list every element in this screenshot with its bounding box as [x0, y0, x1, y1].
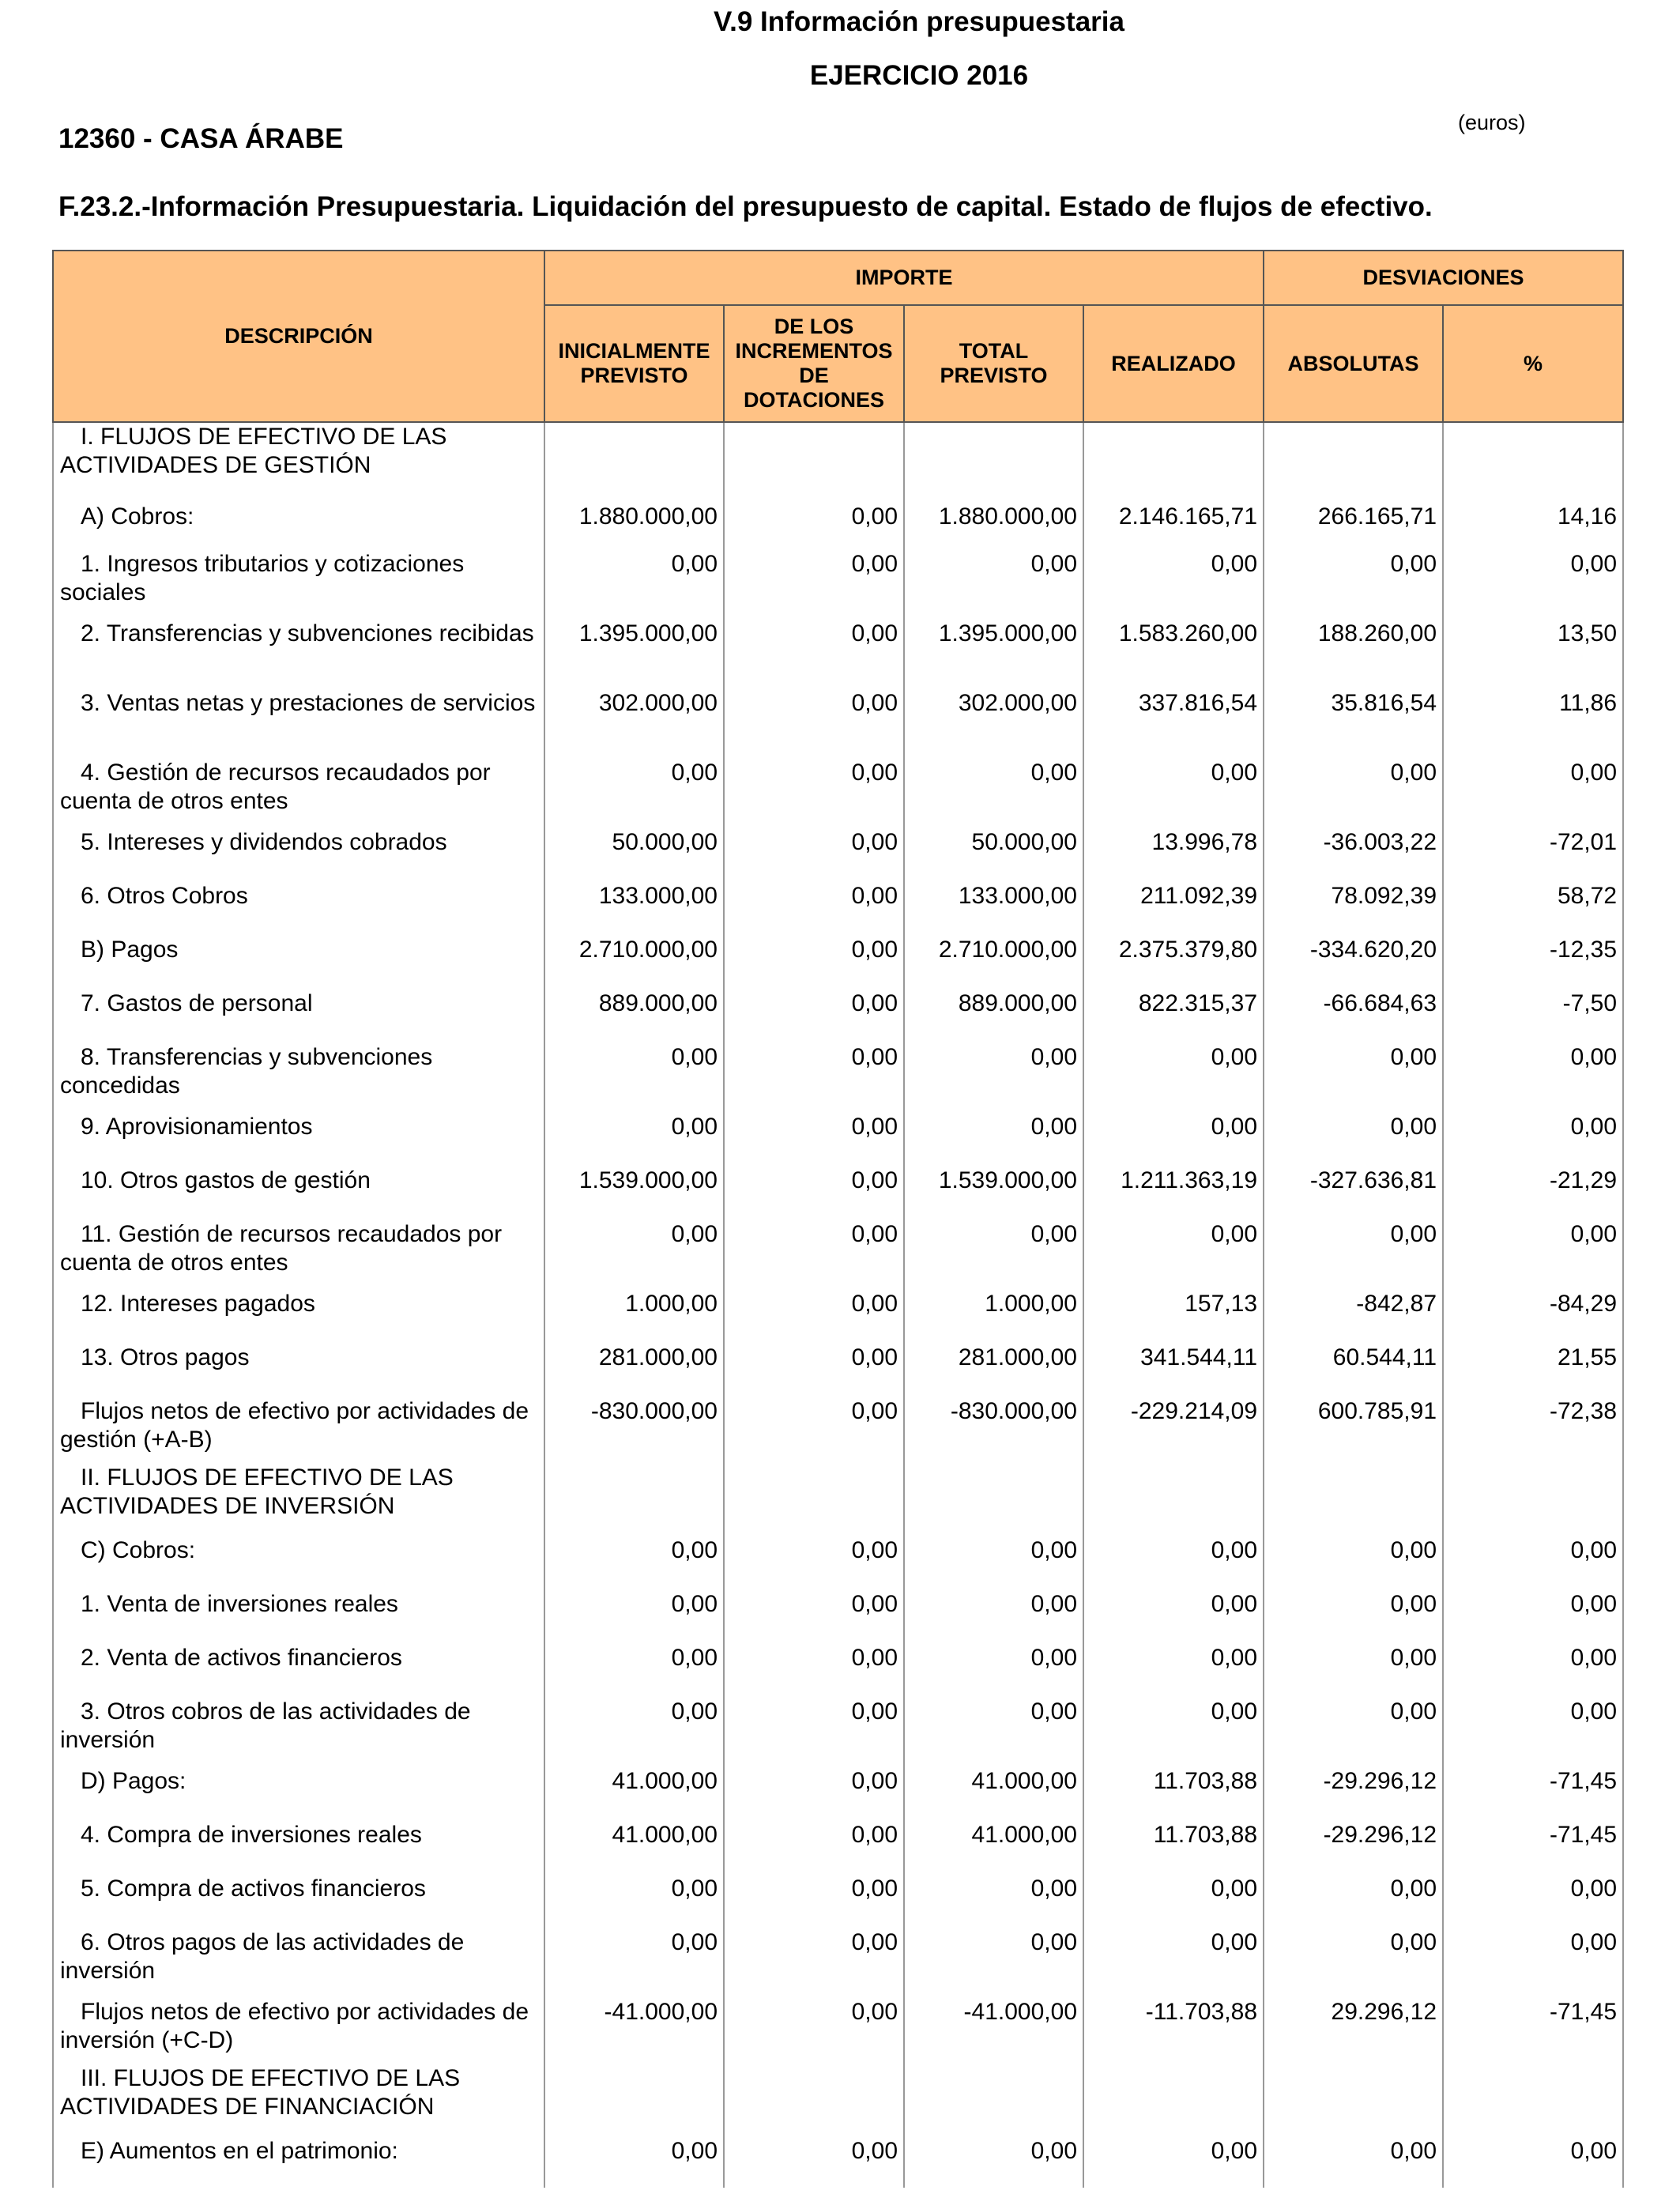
row-description [53, 1695, 544, 1764]
row-label: 2. Transferencias y subvenciones recibidas [81, 620, 534, 647]
row-label: I. FLUJOS DE EFECTIVO DE LAS ACTIVIDADES DE GESTIÓN [60, 424, 447, 478]
cell-value: -72,01 [1443, 825, 1623, 879]
row-description [53, 756, 544, 825]
cell-value: 0,00 [724, 547, 904, 616]
cell-value: 0,00 [724, 492, 904, 547]
cell-value: 0,00 [1443, 1587, 1623, 1641]
col-header-inicialmente-previsto: INICIALMENTE PREVISTO [544, 305, 724, 422]
cell-value: 133.000,00 [544, 879, 724, 933]
cell-value: 0,00 [1443, 756, 1623, 825]
cell-value [1264, 422, 1443, 492]
row-label: 5. Intereses y dividendos cobrados [81, 829, 447, 855]
table-row [53, 1340, 1623, 1394]
cell-value: 78.092,39 [1264, 879, 1443, 933]
cell-value: 0,00 [724, 1695, 904, 1764]
cell-value [724, 1464, 904, 1533]
table-row [53, 1587, 1623, 1641]
cell-value: 2.710.000,00 [544, 933, 724, 986]
cell-value: 0,00 [724, 1340, 904, 1394]
cell-value: 0,00 [1083, 1872, 1264, 1925]
table-row [53, 616, 1623, 686]
table-row [53, 1925, 1623, 1995]
row-description [53, 986, 544, 1040]
row-description [53, 547, 544, 616]
row-description [53, 1040, 544, 1110]
row-description [53, 1872, 544, 1925]
cell-value: 58,72 [1443, 879, 1623, 933]
cell-value: -29.296,12 [1264, 1764, 1443, 1818]
table-row [53, 933, 1623, 986]
row-label: A) Cobros: [81, 503, 194, 530]
cell-value: -41.000,00 [544, 1995, 724, 2064]
entity-name: 12360 - CASA ÁRABE [58, 123, 344, 154]
cell-value: 0,00 [544, 756, 724, 825]
cell-value: -29.296,12 [1264, 1818, 1443, 1872]
table-row [53, 1872, 1623, 1925]
cell-value: 41.000,00 [904, 1764, 1083, 1818]
cell-value: 337.816,54 [1083, 686, 1264, 756]
cell-value: 0,00 [1083, 1533, 1264, 1587]
cell-value: 0,00 [1443, 1110, 1623, 1163]
table-row [53, 1163, 1623, 1217]
cell-value: 0,00 [1083, 1925, 1264, 1995]
cell-value [724, 2064, 904, 2134]
cell-value: 0,00 [1443, 1533, 1623, 1587]
row-description [53, 1394, 544, 1464]
cell-value: 0,00 [1264, 756, 1443, 825]
row-label: 13. Otros pagos [81, 1344, 250, 1370]
row-label: 9. Aprovisionamientos [81, 1114, 313, 1140]
row-description [53, 1641, 544, 1695]
cell-value: 0,00 [724, 1110, 904, 1163]
table-row [53, 1394, 1623, 1464]
cell-value: 0,00 [904, 1872, 1083, 1925]
cell-value: 0,00 [1083, 1110, 1264, 1163]
cell-value: 2.146.165,71 [1083, 492, 1264, 547]
cell-value: 822.315,37 [1083, 986, 1264, 1040]
cell-value: 0,00 [1443, 1641, 1623, 1695]
cell-value: -66.684,63 [1264, 986, 1443, 1040]
cell-value: 1.539.000,00 [544, 1163, 724, 1217]
col-header-total-previsto: TOTAL PREVISTO [904, 305, 1083, 422]
cell-value: 0,00 [1264, 1925, 1443, 1995]
cell-value: -41.000,00 [904, 1995, 1083, 2064]
row-label: Flujos netos de efectivo por actividades de inversión (+C-D) [60, 1999, 529, 2053]
cell-value: 0,00 [1264, 1695, 1443, 1764]
row-description [53, 933, 544, 986]
cell-value: -36.003,22 [1264, 825, 1443, 879]
section-row [53, 1464, 1623, 1533]
cell-value: 1.395.000,00 [544, 616, 724, 686]
row-description [53, 1818, 544, 1872]
cell-value: 0,00 [724, 1872, 904, 1925]
row-description [53, 1925, 544, 1995]
table-row [53, 1533, 1623, 1587]
cell-value: 0,00 [1264, 1533, 1443, 1587]
row-description [53, 1764, 544, 1818]
cell-value: -71,45 [1443, 1818, 1623, 1872]
table-row [53, 1995, 1623, 2064]
cell-value: 2.710.000,00 [904, 933, 1083, 986]
cell-value: -327.636,81 [1264, 1163, 1443, 1217]
row-label: 2. Venta de activos financieros [81, 1645, 402, 1671]
cell-value [1083, 1464, 1264, 1533]
cell-value: 41.000,00 [544, 1818, 724, 1872]
row-label: 3. Otros cobros de las actividades de inversión [60, 1698, 471, 1753]
cell-value [1083, 422, 1264, 492]
row-description [53, 686, 544, 756]
cell-value [544, 422, 724, 492]
cell-value: 0,00 [1083, 1695, 1264, 1764]
table-row [53, 2134, 1623, 2188]
cell-value [1083, 2064, 1264, 2134]
currency-unit: (euros) [1458, 111, 1526, 134]
cell-value: 21,55 [1443, 1340, 1623, 1394]
cell-value: 0,00 [904, 1040, 1083, 1110]
row-description [53, 492, 544, 547]
cell-value: 0,00 [724, 1163, 904, 1217]
cell-value: 266.165,71 [1264, 492, 1443, 547]
cell-value: 0,00 [1264, 1587, 1443, 1641]
cell-value: 0,00 [544, 1641, 724, 1695]
cell-value: 0,00 [1443, 1695, 1623, 1764]
cell-value: 0,00 [1443, 1872, 1623, 1925]
cell-value: 0,00 [544, 547, 724, 616]
cell-value: 0,00 [1264, 547, 1443, 616]
cell-value: 302.000,00 [544, 686, 724, 756]
cell-value [1264, 1464, 1443, 1533]
cell-value: 0,00 [724, 1394, 904, 1464]
cell-value: 0,00 [544, 1533, 724, 1587]
cell-value: 0,00 [1083, 2134, 1264, 2188]
cell-value: 0,00 [1264, 1872, 1443, 1925]
cell-value: 211.092,39 [1083, 879, 1264, 933]
cell-value: 0,00 [724, 1764, 904, 1818]
cell-value: 0,00 [544, 1110, 724, 1163]
table-row [53, 1695, 1623, 1764]
cell-value: 0,00 [724, 1995, 904, 2064]
cell-value: -830.000,00 [544, 1394, 724, 1464]
cell-value: 0,00 [544, 1872, 724, 1925]
cell-value: -12,35 [1443, 933, 1623, 986]
row-label: 7. Gastos de personal [81, 990, 313, 1016]
cell-value: 2.375.379,80 [1083, 933, 1264, 986]
cell-value: -842,87 [1264, 1287, 1443, 1340]
cell-value: -830.000,00 [904, 1394, 1083, 1464]
section-row [53, 422, 1623, 492]
row-description [53, 1163, 544, 1217]
cell-value: 281.000,00 [544, 1340, 724, 1394]
cash-flow-table [52, 250, 1624, 2188]
cell-value: 889.000,00 [544, 986, 724, 1040]
row-label: III. FLUJOS DE EFECTIVO DE LAS ACTIVIDADES DE FINANCIACIÓN [60, 2065, 461, 2120]
cell-value: 13,50 [1443, 616, 1623, 686]
table-row [53, 1040, 1623, 1110]
row-label: 12. Intereses pagados [81, 1291, 315, 1317]
row-label: 5. Compra de activos financieros [81, 1875, 426, 1902]
cell-value: 889.000,00 [904, 986, 1083, 1040]
row-description [53, 1110, 544, 1163]
cell-value: 0,00 [1083, 547, 1264, 616]
cell-value: -21,29 [1443, 1163, 1623, 1217]
row-description [53, 2064, 544, 2134]
row-description [53, 1217, 544, 1287]
cell-value: -7,50 [1443, 986, 1623, 1040]
cell-value: 41.000,00 [544, 1764, 724, 1818]
cell-value: 0,00 [724, 825, 904, 879]
table-row [53, 1110, 1623, 1163]
cell-value: 1.000,00 [904, 1287, 1083, 1340]
cell-value: 0,00 [724, 686, 904, 756]
row-label: C) Cobros: [81, 1537, 196, 1563]
row-label: 11. Gestión de recursos recaudados por cuenta de otros entes [60, 1221, 503, 1276]
cell-value: 0,00 [544, 1040, 724, 1110]
col-header-realizado: REALIZADO [1083, 305, 1264, 422]
row-label: 4. Compra de inversiones reales [81, 1822, 422, 1848]
row-description [53, 1340, 544, 1394]
cell-value [724, 422, 904, 492]
table-row [53, 1818, 1623, 1872]
row-description [53, 879, 544, 933]
cell-value: 281.000,00 [904, 1340, 1083, 1394]
cell-value: -71,45 [1443, 1764, 1623, 1818]
cell-value: 0,00 [724, 1925, 904, 1995]
table-row [53, 1764, 1623, 1818]
cell-value: 0,00 [724, 1818, 904, 1872]
row-description [53, 1533, 544, 1587]
cell-value: 11,86 [1443, 686, 1623, 756]
table-row [53, 756, 1623, 825]
table-row [53, 1217, 1623, 1287]
cell-value: 0,00 [904, 1533, 1083, 1587]
cell-value: 1.539.000,00 [904, 1163, 1083, 1217]
cell-value: -334.620,20 [1264, 933, 1443, 986]
table-row [53, 986, 1623, 1040]
cell-value: 14,16 [1443, 492, 1623, 547]
cell-value: 0,00 [1083, 1641, 1264, 1695]
row-label: E) Aumentos en el patrimonio: [81, 2138, 398, 2164]
cell-value: 0,00 [724, 879, 904, 933]
cell-value: 0,00 [724, 756, 904, 825]
cell-value: 0,00 [1264, 1110, 1443, 1163]
cell-value: 1.211.363,19 [1083, 1163, 1264, 1217]
cell-value: 29.296,12 [1264, 1995, 1443, 2064]
cell-value: 1.880.000,00 [904, 492, 1083, 547]
cell-value: 0,00 [724, 1641, 904, 1695]
cell-value: 0,00 [1264, 2134, 1443, 2188]
row-description [53, 1995, 544, 2064]
cell-value: 0,00 [1083, 1587, 1264, 1641]
cell-value: 600.785,91 [1264, 1394, 1443, 1464]
cell-value: 0,00 [1443, 1040, 1623, 1110]
cell-value [1443, 422, 1623, 492]
row-label: II. FLUJOS DE EFECTIVO DE LAS ACTIVIDADES DE INVERSIÓN [60, 1465, 454, 1519]
document-title: V.9 Información presupuestaria [714, 6, 1124, 37]
report-subtitle: F.23.2.-Información Presupuestaria. Liquidación del presupuesto de capital. Estado de flujos de efectivo. [58, 191, 1433, 222]
cell-value: 0,00 [724, 933, 904, 986]
row-description [53, 2134, 544, 2188]
cell-value: 0,00 [724, 1587, 904, 1641]
cell-value: 0,00 [904, 1110, 1083, 1163]
table-row [53, 1641, 1623, 1695]
cell-value: 0,00 [724, 1533, 904, 1587]
cell-value: 188.260,00 [1264, 616, 1443, 686]
row-label: B) Pagos [81, 937, 179, 963]
cell-value: 0,00 [724, 1287, 904, 1340]
cell-value: 0,00 [1443, 1925, 1623, 1995]
cell-value: 0,00 [904, 1695, 1083, 1764]
cell-value [544, 1464, 724, 1533]
cell-value: 1.395.000,00 [904, 616, 1083, 686]
table-row [53, 547, 1623, 616]
cell-value: 0,00 [904, 1587, 1083, 1641]
cell-value: 41.000,00 [904, 1818, 1083, 1872]
cell-value: 0,00 [904, 1217, 1083, 1287]
row-label: 3. Ventas netas y prestaciones de servicios [81, 690, 536, 716]
row-label: 6. Otros pagos de las actividades de inversión [60, 1929, 465, 1984]
cell-value: 0,00 [724, 616, 904, 686]
cell-value: 0,00 [1264, 1040, 1443, 1110]
cell-value: 0,00 [724, 1217, 904, 1287]
cell-value [904, 422, 1083, 492]
cell-value: 1.000,00 [544, 1287, 724, 1340]
cell-value: 0,00 [1443, 547, 1623, 616]
fiscal-year: EJERCICIO 2016 [809, 60, 1029, 91]
row-description [53, 616, 544, 686]
cell-value: 0,00 [544, 2134, 724, 2188]
table-body [53, 422, 1623, 2188]
cell-value: 0,00 [1083, 1217, 1264, 1287]
cell-value: 0,00 [1443, 2134, 1623, 2188]
cell-value: 0,00 [724, 1040, 904, 1110]
header-row-groups [53, 251, 1623, 305]
section-row [53, 2064, 1623, 2134]
cell-value: 0,00 [904, 547, 1083, 616]
row-label: 1. Ingresos tributarios y cotizaciones sociales [60, 551, 465, 605]
cell-value: 0,00 [904, 756, 1083, 825]
cell-value: 11.703,88 [1083, 1818, 1264, 1872]
cell-value: 0,00 [904, 2134, 1083, 2188]
row-label: 10. Otros gastos de gestión [81, 1167, 371, 1193]
cell-value: -84,29 [1443, 1287, 1623, 1340]
row-label: Flujos netos de efectivo por actividades de gestión (+A-B) [60, 1398, 529, 1453]
col-group-desviaciones: DESVIACIONES [1264, 251, 1623, 305]
row-label: 4. Gestión de recursos recaudados por cuenta de otros entes [60, 760, 491, 814]
col-header-incrementos: DE LOS INCREMENTOS DE DOTACIONES [724, 305, 904, 422]
cell-value: 1.583.260,00 [1083, 616, 1264, 686]
cell-value: 13.996,78 [1083, 825, 1264, 879]
cell-value: 0,00 [1264, 1217, 1443, 1287]
cell-value: 0,00 [1264, 1641, 1443, 1695]
cell-value [1443, 1464, 1623, 1533]
col-header-description: DESCRIPCIÓN [53, 251, 544, 422]
row-description [53, 825, 544, 879]
cell-value: 0,00 [1083, 756, 1264, 825]
row-label: 8. Transferencias y subvenciones concedidas [60, 1044, 433, 1099]
cell-value: 0,00 [904, 1641, 1083, 1695]
cell-value: 11.703,88 [1083, 1764, 1264, 1818]
cell-value: 0,00 [544, 1587, 724, 1641]
table-row [53, 1287, 1623, 1340]
row-description [53, 1464, 544, 1533]
table-row [53, 825, 1623, 879]
cell-value: -11.703,88 [1083, 1995, 1264, 2064]
row-label: D) Pagos: [81, 1768, 186, 1794]
cell-value [904, 2064, 1083, 2134]
cell-value [904, 1464, 1083, 1533]
row-label: 6. Otros Cobros [81, 883, 248, 909]
row-label: 1. Venta de inversiones reales [81, 1591, 398, 1617]
cell-value: 0,00 [1443, 1217, 1623, 1287]
col-group-importe: IMPORTE [544, 251, 1264, 305]
cell-value: 341.544,11 [1083, 1340, 1264, 1394]
cell-value: 0,00 [544, 1695, 724, 1764]
cell-value: -72,38 [1443, 1394, 1623, 1464]
col-header-absolutas: ABSOLUTAS [1264, 305, 1443, 422]
cell-value: 50.000,00 [544, 825, 724, 879]
table-row [53, 686, 1623, 756]
cell-value: 157,13 [1083, 1287, 1264, 1340]
cell-value: 302.000,00 [904, 686, 1083, 756]
table-row [53, 879, 1623, 933]
table-row [53, 492, 1623, 547]
cell-value [1443, 2064, 1623, 2134]
row-description [53, 1587, 544, 1641]
cell-value: -71,45 [1443, 1995, 1623, 2064]
cell-value: 50.000,00 [904, 825, 1083, 879]
cell-value: 0,00 [544, 1217, 724, 1287]
cell-value: 133.000,00 [904, 879, 1083, 933]
row-description [53, 422, 544, 492]
cell-value [1264, 2064, 1443, 2134]
cell-value: 60.544,11 [1264, 1340, 1443, 1394]
cell-value [544, 2064, 724, 2134]
row-description [53, 1287, 544, 1340]
cell-value: 1.880.000,00 [544, 492, 724, 547]
cell-value: 0,00 [1083, 1040, 1264, 1110]
cell-value: 0,00 [724, 2134, 904, 2188]
cell-value: -229.214,09 [1083, 1394, 1264, 1464]
col-header-percent: % [1443, 305, 1623, 422]
cell-value: 0,00 [904, 1925, 1083, 1995]
cell-value: 35.816,54 [1264, 686, 1443, 756]
cell-value: 0,00 [544, 1925, 724, 1995]
cell-value: 0,00 [724, 986, 904, 1040]
